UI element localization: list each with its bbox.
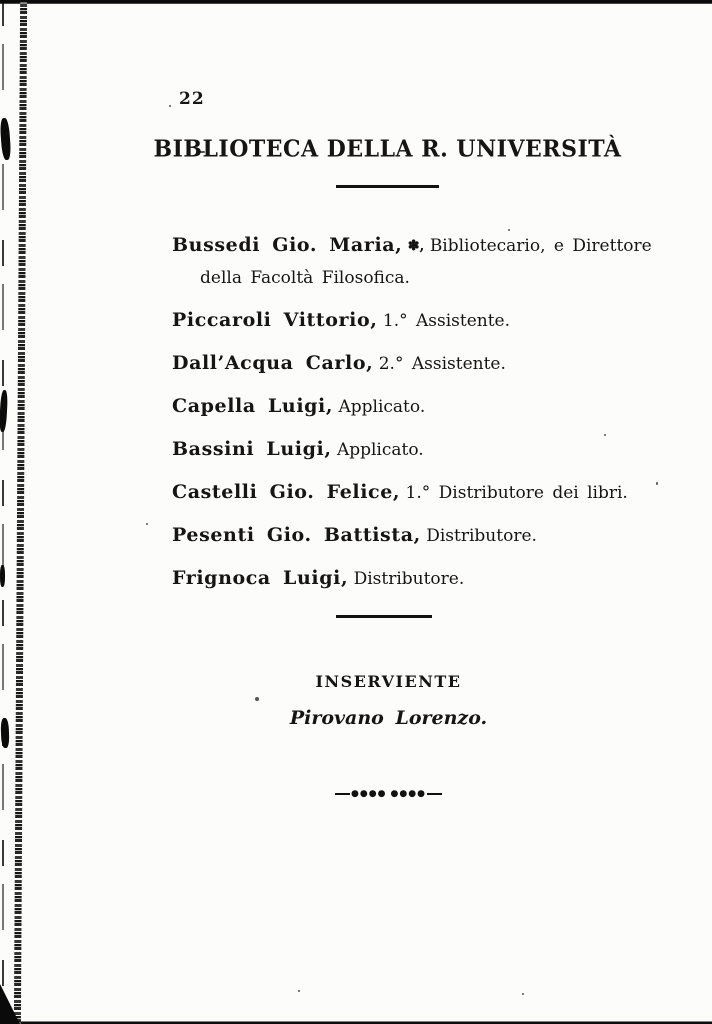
person-name: Dall’Acqua Carlo, — [172, 352, 374, 374]
person-name: Capella Luigi, — [172, 395, 334, 417]
staff-directory — [172, 230, 652, 606]
person-role: 2.° Assistente. — [378, 354, 506, 374]
scan-top-edge — [0, 0, 712, 5]
paper-speck — [169, 105, 171, 107]
title-rule — [336, 185, 439, 188]
person-name: Frignoca Luigi, — [172, 567, 349, 589]
person-role: 1.° Assistente. — [382, 311, 511, 331]
page-number: 22 — [179, 89, 205, 109]
staff-entry — [172, 391, 632, 423]
person-role: Applicato. — [338, 397, 426, 417]
rosette-star-icon: ✽, — [407, 238, 425, 254]
scan-bottom-edge — [0, 1020, 712, 1024]
person-name: Castelli Gio. Felice, — [172, 481, 401, 503]
ornament-beads: ●●●● ●●●● — [351, 789, 426, 799]
person-name: Bassini Luigi, — [172, 438, 332, 460]
subsection-person-name: Pirovano Lorenzo. — [289, 707, 488, 729]
binding-ink-blob — [0, 565, 5, 587]
person-name: Pesenti Gio. Battista, — [172, 524, 421, 546]
staff-entry — [172, 477, 632, 509]
staff-entry — [172, 348, 632, 380]
paper-speck — [298, 990, 300, 992]
person-role: Bibliotecario, e Direttore — [429, 236, 652, 256]
ornament-left-line — [335, 793, 350, 795]
paper-speck — [656, 482, 658, 485]
person-name: Bussedi Gio. Maria, — [172, 234, 403, 256]
paper-speck — [146, 523, 148, 525]
paper-speck — [522, 993, 524, 995]
page-title: BIBLIOTECA DELLA R. UNIVERSITÀ — [153, 134, 622, 164]
section-divider-rule — [336, 615, 432, 618]
person-role-continued: della Facoltà Filosofica. — [200, 268, 410, 288]
binding-ink-blob — [0, 390, 8, 432]
paper-speck — [255, 697, 259, 701]
staff-entry — [172, 230, 652, 294]
binding-gutter-band — [14, 0, 27, 1024]
staff-entry — [172, 305, 632, 337]
binding-ink-blob — [0, 718, 9, 748]
tailpiece-ornament-icon — [172, 789, 605, 799]
staff-entry — [172, 520, 632, 552]
person-role: Distributore. — [426, 526, 537, 546]
staff-entry — [172, 434, 632, 466]
staff-entry — [172, 563, 632, 595]
person-role: 1.° Distributore dei libri. — [405, 483, 628, 503]
person-name: Piccaroli Vittorio, — [172, 309, 378, 331]
ornament-right-line — [427, 793, 442, 795]
person-role: Applicato. — [336, 440, 424, 460]
person-role: Distributore. — [353, 569, 465, 589]
corner-ink-blob — [0, 984, 20, 1024]
subsection-heading: INSERVIENTE — [315, 672, 462, 691]
